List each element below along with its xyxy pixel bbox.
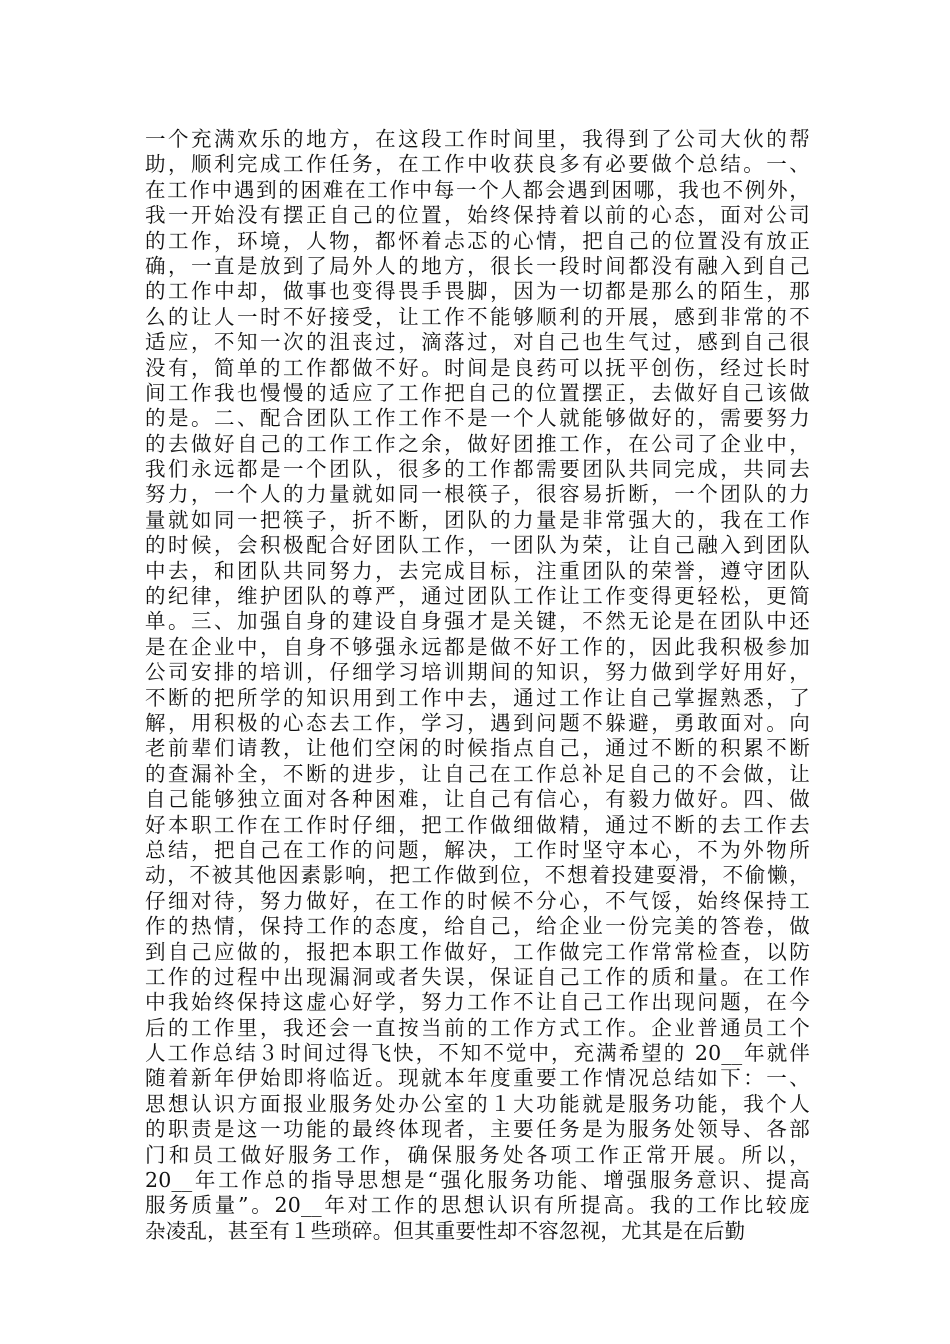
text-line: 量就如同一把筷子，折不断，团队的力量是非常强大的，我在工作 — [145, 507, 810, 532]
text-line: 单。三、加强自身的建设自身强才是关键，不然无论是在团队中还 — [145, 609, 810, 634]
text-line: 中我始终保持这虚心好学，努力工作不让自己工作出现问题，在今 — [145, 990, 810, 1015]
text-line: 门和员工做好服务工作，确保服务处各项工作正常开展。所以， — [145, 1142, 810, 1167]
text-line: 的查漏补全，不断的进步，让自己在工作总补足自己的不会做，让 — [145, 761, 810, 786]
text-line: 服务质量”。20__年对工作的思想认识有所提高。我的工作比较庞 — [145, 1193, 810, 1218]
text-line: 的纪律，维护团队的尊严，通过团队工作让工作变得更轻松，更简 — [145, 584, 810, 609]
text-line: 的是。二、配合团队工作工作不是一个人就能够做好的，需要努力 — [145, 406, 810, 431]
text-line: 努力，一个人的力量就如同一根筷子，很容易折断，一个团队的力 — [145, 482, 810, 507]
text-line: 动，不被其他因素影响，把工作做到位，不想着投建耍滑，不偷懒， — [145, 863, 810, 888]
text-line: 没有，简单的工作都做不好。时间是良药可以抚平创伤，经过长时 — [145, 355, 810, 380]
text-line: 作的热情，保持工作的态度，给自己，给企业一份完美的答卷，做 — [145, 914, 810, 939]
text-line: 好本职工作在工作时仔细，把工作做细做精，通过不断的去工作去 — [145, 812, 810, 837]
text-line: 在工作中遇到的困难在工作中每一个人都会遇到困哪，我也不例外， — [145, 177, 810, 202]
body-text — [145, 127, 810, 1244]
text-line: 自己能够独立面对各种困难，让自己有信心，有毅力做好。四、做 — [145, 787, 810, 812]
text-line: 后的工作里，我还会一直按当前的工作方式工作。企业普通员工个 — [145, 1015, 810, 1040]
text-line: 老前辈们请教，让他们空闲的时候指点自己，通过不断的积累不断 — [145, 736, 810, 761]
text-line: 不断的把所学的知识用到工作中去，通过工作让自己掌握熟悉，了 — [145, 685, 810, 710]
text-line: 的职责是这一功能的最终体现者，主要任务是为服务处领导、各部 — [145, 1117, 810, 1142]
text-line: 工作的过程中出现漏洞或者失误，保证自己工作的质和量。在工作 — [145, 964, 810, 989]
text-line: 是在企业中，自身不够强永远都是做不好工作的，因此我积极参加 — [145, 634, 810, 659]
text-line: 公司安排的培训，仔细学习培训期间的知识，努力做到学好用好， — [145, 660, 810, 685]
text-line: 杂凌乱，甚至有１些琐碎。但其重要性却不容忽视，尤其是在后勤 — [145, 1218, 746, 1243]
text-line: 么的让人一时不好接受，让工作不能够顺利的开展，感到非常的不 — [145, 304, 810, 329]
text-line: 解，用积极的心态去工作，学习，遇到问题不躲避，勇敢面对。向 — [145, 710, 810, 735]
text-line: 仔细对待，努力做好，在工作的时候不分心，不气馁，始终保持工 — [145, 888, 810, 913]
text-line: 的工作中却，做事也变得畏手畏脚，因为一切都是那么的陌生，那 — [145, 279, 810, 304]
text-line: 间工作我也慢慢的适应了工作把自己的位置摆正，去做好自己该做 — [145, 380, 810, 405]
text-line: 我一开始没有摆正自己的位置，始终保持着以前的心态，面对公司 — [145, 203, 810, 228]
text-line: 到自己应做的，报把本职工作做好，工作做完工作常常检查，以防 — [145, 939, 810, 964]
text-line: 我们永远都是一个团队，很多的工作都需要团队共同完成，共同去 — [145, 457, 810, 482]
text-line: 思想认识方面报业服务处办公室的１大功能就是服务功能，我个人 — [145, 1091, 810, 1116]
text-line: 助，顺利完成工作任务，在工作中收获良多有必要做个总结。一、 — [145, 152, 810, 177]
text-line: 20__年工作总的指导思想是“强化服务功能、增强服务意识、提高 — [145, 1168, 810, 1193]
text-line: 人工作总结３时间过得飞快，不知不觉中，充满希望的 20__年就伴 — [145, 1041, 810, 1066]
text-line: 适应，不知一次的沮丧过，滴落过，对自己也生气过，感到自己很 — [145, 330, 810, 355]
text-line: 随着新年伊始即将临近。现就本年度重要工作情况总结如下：一、 — [145, 1066, 810, 1091]
text-line: 的去做好自己的工作工作之余，做好团推工作，在公司了企业中， — [145, 431, 810, 456]
text-line: 的工作，环境，人物，都怀着忐忑的心情，把自己的位置没有放正 — [145, 228, 810, 253]
text-line: 确，一直是放到了局外人的地方，很长一段时间都没有融入到自己 — [145, 253, 810, 278]
text-line: 的时候，会积极配合好团队工作，一团队为荣，让自己融入到团队 — [145, 533, 810, 558]
text-line: 一个充满欢乐的地方，在这段工作时间里，我得到了公司大伙的帮 — [145, 127, 810, 151]
text-line: 总结，把自己在工作的问题，解决，工作时坚守本心，不为外物所 — [145, 837, 810, 862]
text-line: 中去，和团队共同努力，去完成目标，注重团队的荣誉，遵守团队 — [145, 558, 810, 583]
